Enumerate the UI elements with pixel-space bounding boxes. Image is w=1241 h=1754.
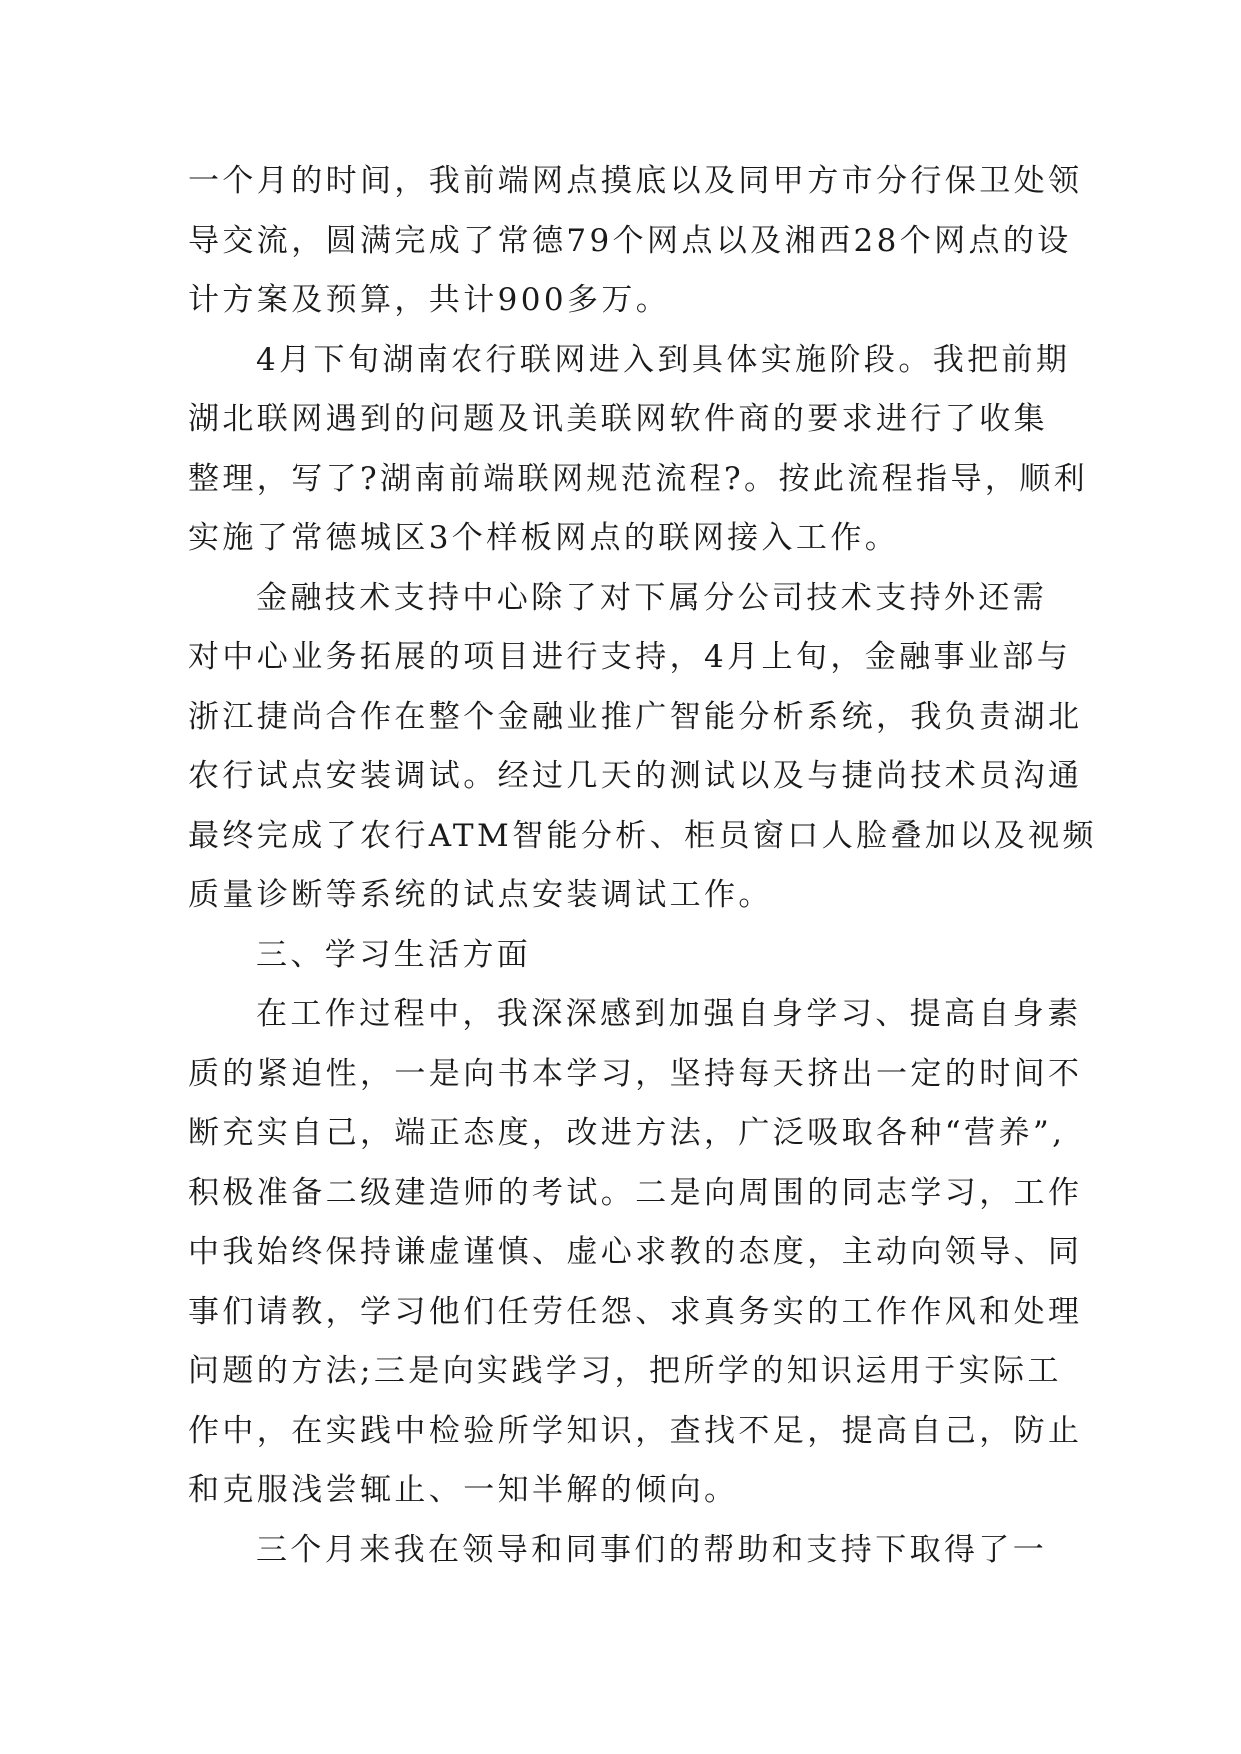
text-line: 一个月的时间，我前端网点摸底以及同甲方市分行保卫处领 (188, 163, 1083, 199)
text-line: 三个月来我在领导和同事们的帮助和支持下取得了一 (256, 1531, 1048, 1568)
text-line: 中我始终保持谦虚谨慎、虚心求教的态度，主动向领导、同 (188, 1234, 1083, 1270)
text-line: 作中，在实践中检验所学知识，查找不足，提高自己，防止 (188, 1412, 1083, 1449)
text-line: 整理，写了?湖南前端联网规范流程?。按此流程指导，顺利 (188, 460, 1089, 497)
text-line: 金融技术支持中心除了对下属分公司技术支持外还需 (256, 579, 1048, 616)
text-line: 质的紧迫性，一是向书本学习，坚持每天挤出一定的时间不 (188, 1055, 1083, 1092)
text-line: 最终完成了农行ATM智能分析、柜员窗口人脸叠加以及视频 (188, 817, 1097, 854)
document-body (188, 152, 1097, 1580)
text-line: 在工作过程中，我深深感到加强自身学习、提高自身素 (256, 996, 1082, 1032)
text-line: 质量诊断等系统的试点安装调试工作。 (188, 877, 773, 913)
text-line: 浙江捷尚合作在整个金融业推广智能分析系统，我负责湖北 (188, 698, 1083, 735)
text-line: 导交流，圆满完成了常德79个网点以及湘西28个网点的设 (188, 222, 1072, 259)
text-line: 积极准备二级建造师的考试。二是向周围的同志学习，工作 (188, 1174, 1083, 1211)
text-line: 事们请教，学习他们任劳任怨、求真务实的工作作风和处理 (188, 1293, 1083, 1330)
text-line: 问题的方法;三是向实践学习，把所学的知识运用于实际工 (188, 1353, 1062, 1389)
text-line: 和克服浅尝辄止、一知半解的倾向。 (188, 1472, 739, 1508)
text-line: 计方案及预算，共计900多万。 (188, 282, 671, 318)
text-line: 对中心业务拓展的项目进行支持，4月上旬，金融事业部与 (188, 639, 1072, 675)
text-line: 4月下旬湖南农行联网进入到具体实施阶段。我把前期 (256, 341, 1071, 378)
section-heading: 三、学习生活方面 (256, 936, 532, 973)
text-line: 断充实自己，端正态度，改进方法，广泛吸取各种“营养”, (188, 1115, 1066, 1151)
text-line: 农行试点安装调试。经过几天的测试以及与捷尚技术员沟通 (188, 758, 1083, 794)
text-line: 湖北联网遇到的问题及讯美联网软件商的要求进行了收集 (188, 401, 1048, 437)
text-line: 实施了常德城区3个样板网点的联网接入工作。 (188, 520, 900, 556)
